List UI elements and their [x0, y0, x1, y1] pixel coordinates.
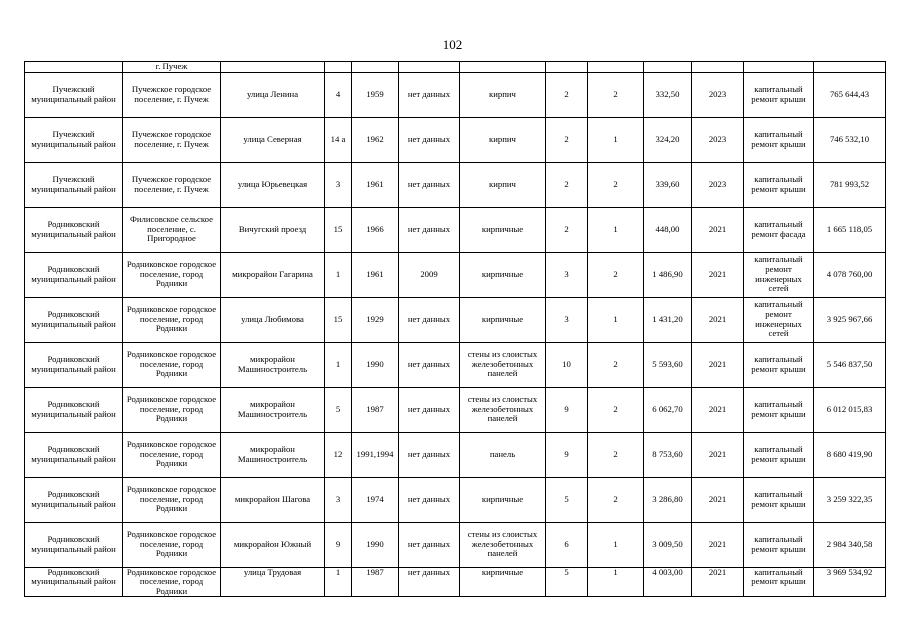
cell-house: 4	[325, 72, 352, 117]
cell-district: Родниковский муниципальный район	[25, 432, 123, 477]
cell-plan-year: 2021	[692, 342, 744, 387]
cell-district: Пучежский муниципальный район	[25, 72, 123, 117]
cell-wall-material: кирпич	[460, 117, 546, 162]
cell-plan-year: 2021	[692, 252, 744, 297]
cell-house: 12	[325, 432, 352, 477]
table-row	[25, 342, 886, 387]
cell-wall-material: кирпичные	[460, 567, 546, 597]
cell-work-type: капитальный ремонт крыши	[744, 432, 814, 477]
cell-entrances: 2	[588, 432, 644, 477]
cell-address	[221, 62, 325, 73]
cell-settlement: Родниковское городское поселение, город Родники	[123, 567, 221, 597]
cell-district	[25, 62, 123, 73]
cell-area: 332,50	[644, 72, 692, 117]
cell-house: 1	[325, 342, 352, 387]
cell-entrances: 1	[588, 117, 644, 162]
cell-floors: 2	[546, 72, 588, 117]
cell-cost: 1 665 118,05	[814, 207, 886, 252]
cell-year-repair: нет данных	[399, 387, 460, 432]
cell-address: микрорайон Машиностроитель	[221, 342, 325, 387]
cell-district: Пучежский муниципальный район	[25, 117, 123, 162]
cell-area: 5 593,60	[644, 342, 692, 387]
cell-year-built: 1961	[352, 162, 399, 207]
registry-table	[24, 61, 886, 597]
cell-house: 15	[325, 297, 352, 342]
table-row	[25, 207, 886, 252]
cell-area: 3 286,80	[644, 477, 692, 522]
cell-plan-year: 2021	[692, 522, 744, 567]
cell-house: 1	[325, 252, 352, 297]
registry-table-container	[24, 61, 885, 596]
cell-year-built: 1990	[352, 522, 399, 567]
cell-entrances: 2	[588, 342, 644, 387]
cell-year-repair: нет данных	[399, 72, 460, 117]
cell-year-repair: нет данных	[399, 477, 460, 522]
table-row	[25, 117, 886, 162]
cell-year-built: 1987	[352, 387, 399, 432]
cell-year-repair: нет данных	[399, 207, 460, 252]
table-row	[25, 252, 886, 297]
cell-cost: 2 984 340,58	[814, 522, 886, 567]
cell-district: Родниковский муниципальный район	[25, 567, 123, 597]
table-row	[25, 297, 886, 342]
cell-settlement: г. Пучеж	[123, 62, 221, 73]
cell-work-type: капитальный ремонт крыши	[744, 72, 814, 117]
cell-area: 1 486,90	[644, 252, 692, 297]
cell-year-repair: 2009	[399, 252, 460, 297]
cell-house: 3	[325, 477, 352, 522]
cell-work-type: капитальный ремонт крыши	[744, 387, 814, 432]
cell-year-built: 1966	[352, 207, 399, 252]
cell-floors: 5	[546, 567, 588, 597]
cell-district: Родниковский муниципальный район	[25, 252, 123, 297]
cell-settlement: Филисовское сельское поселение, с. Пригородное	[123, 207, 221, 252]
cell-entrances: 2	[588, 252, 644, 297]
cell-wall-material: стены из слоистых железобетонных панелей	[460, 522, 546, 567]
table-row	[25, 477, 886, 522]
cell-house: 15	[325, 207, 352, 252]
cell-work-type: капитальный ремонт крыши	[744, 162, 814, 207]
cell-floors: 2	[546, 117, 588, 162]
cell-work-type: капитальный ремонт крыши	[744, 342, 814, 387]
cell-floors: 2	[546, 162, 588, 207]
cell-cost: 3 969 534,92	[814, 567, 886, 597]
cell-area	[644, 62, 692, 73]
cell-floors: 5	[546, 477, 588, 522]
cell-cost: 8 680 419,90	[814, 432, 886, 477]
cell-work-type: капитальный ремонт крыши	[744, 567, 814, 597]
cell-area: 324,20	[644, 117, 692, 162]
cell-address: Вичугский проезд	[221, 207, 325, 252]
cell-year-repair: нет данных	[399, 162, 460, 207]
cell-settlement: Родниковское городское поселение, город Родники	[123, 522, 221, 567]
cell-work-type: капитальный ремонт фасада	[744, 207, 814, 252]
cell-wall-material: кирпич	[460, 162, 546, 207]
cell-address: улица Северная	[221, 117, 325, 162]
cell-entrances: 1	[588, 297, 644, 342]
cell-area: 8 753,60	[644, 432, 692, 477]
cell-wall-material: кирпичные	[460, 297, 546, 342]
cell-house: 3	[325, 162, 352, 207]
cell-address: микрорайон Гагарина	[221, 252, 325, 297]
cell-cost: 781 993,52	[814, 162, 886, 207]
cell-settlement: Родниковское городское поселение, город Родники	[123, 432, 221, 477]
cell-cost: 3 259 322,35	[814, 477, 886, 522]
cell-year-repair: нет данных	[399, 342, 460, 387]
cell-settlement: Пучежское городское поселение, г. Пучеж	[123, 162, 221, 207]
table-body	[25, 62, 886, 597]
cell-house: 9	[325, 522, 352, 567]
cell-work-type: капитальный ремонт крыши	[744, 522, 814, 567]
table-row	[25, 522, 886, 567]
table-row	[25, 72, 886, 117]
cell-cost: 5 546 837,50	[814, 342, 886, 387]
cell-address: улица Трудовая	[221, 567, 325, 597]
cell-area: 6 062,70	[644, 387, 692, 432]
cell-year-built: 1959	[352, 72, 399, 117]
cell-entrances: 2	[588, 387, 644, 432]
cell-settlement: Родниковское городское поселение, город Родники	[123, 252, 221, 297]
cell-plan-year: 2021	[692, 432, 744, 477]
cell-work-type: капитальный ремонт крыши	[744, 477, 814, 522]
cell-address: микрорайон Шагова	[221, 477, 325, 522]
cell-district: Родниковский муниципальный район	[25, 207, 123, 252]
cell-area: 1 431,20	[644, 297, 692, 342]
cell-plan-year: 2023	[692, 117, 744, 162]
cell-address: микрорайон Южный	[221, 522, 325, 567]
cell-area: 4 003,00	[644, 567, 692, 597]
cell-cost	[814, 62, 886, 73]
cell-house: 14 а	[325, 117, 352, 162]
cell-plan-year: 2021	[692, 207, 744, 252]
cell-settlement: Пучежское городское поселение, г. Пучеж	[123, 72, 221, 117]
cell-work-type: капитальный ремонт инженерных сетей	[744, 252, 814, 297]
table-row-partial	[25, 62, 886, 73]
cell-wall-material: кирпичные	[460, 207, 546, 252]
cell-wall-material: кирпичные	[460, 252, 546, 297]
cell-floors: 9	[546, 432, 588, 477]
cell-house	[325, 62, 352, 73]
cell-plan-year: 2021	[692, 387, 744, 432]
cell-year-built: 1987	[352, 567, 399, 597]
cell-wall-material: кирпичные	[460, 477, 546, 522]
page-number: 102	[442, 37, 463, 52]
cell-wall-material: стены из слоистых железобетонных панелей	[460, 387, 546, 432]
cell-year-repair: нет данных	[399, 117, 460, 162]
cell-district: Родниковский муниципальный район	[25, 342, 123, 387]
cell-year-repair: нет данных	[399, 297, 460, 342]
cell-area: 339,60	[644, 162, 692, 207]
cell-district: Родниковский муниципальный район	[25, 477, 123, 522]
cell-address: улица Юрьевецкая	[221, 162, 325, 207]
cell-entrances: 2	[588, 72, 644, 117]
cell-entrances: 1	[588, 522, 644, 567]
cell-entrances: 1	[588, 567, 644, 597]
cell-cost: 4 078 760,00	[814, 252, 886, 297]
cell-address: микрорайон Машиностроитель	[221, 432, 325, 477]
cell-address: микрорайон Машиностроитель	[221, 387, 325, 432]
cell-cost: 746 532,10	[814, 117, 886, 162]
cell-plan-year: 2023	[692, 72, 744, 117]
cell-year-built: 1990	[352, 342, 399, 387]
cell-work-type	[744, 62, 814, 73]
table-row	[25, 567, 886, 597]
cell-house: 1	[325, 567, 352, 597]
cell-settlement: Родниковское городское поселение, город Родники	[123, 387, 221, 432]
cell-year-repair: нет данных	[399, 522, 460, 567]
cell-settlement: Пучежское городское поселение, г. Пучеж	[123, 117, 221, 162]
cell-area: 3 009,50	[644, 522, 692, 567]
cell-plan-year: 2023	[692, 162, 744, 207]
table-row	[25, 387, 886, 432]
cell-plan-year	[692, 62, 744, 73]
cell-entrances: 1	[588, 207, 644, 252]
cell-entrances: 2	[588, 162, 644, 207]
cell-plan-year: 2021	[692, 567, 744, 597]
cell-year-built: 1929	[352, 297, 399, 342]
table-row	[25, 432, 886, 477]
cell-wall-material: стены из слоистых железобетонных панелей	[460, 342, 546, 387]
cell-year-built	[352, 62, 399, 73]
cell-work-type: капитальный ремонт инженерных сетей	[744, 297, 814, 342]
cell-district: Пучежский муниципальный район	[25, 162, 123, 207]
cell-year-built: 1961	[352, 252, 399, 297]
cell-floors: 10	[546, 342, 588, 387]
cell-area: 448,00	[644, 207, 692, 252]
cell-cost: 3 925 967,66	[814, 297, 886, 342]
cell-district: Родниковский муниципальный район	[25, 297, 123, 342]
cell-plan-year: 2021	[692, 477, 744, 522]
cell-floors: 6	[546, 522, 588, 567]
cell-wall-material: кирпич	[460, 72, 546, 117]
cell-entrances	[588, 62, 644, 73]
cell-floors	[546, 62, 588, 73]
cell-year-built: 1962	[352, 117, 399, 162]
cell-year-repair: нет данных	[399, 432, 460, 477]
cell-wall-material: панель	[460, 432, 546, 477]
cell-district: Родниковский муниципальный район	[25, 387, 123, 432]
cell-floors: 3	[546, 297, 588, 342]
cell-cost: 765 644,43	[814, 72, 886, 117]
cell-settlement: Родниковское городское поселение, город Родники	[123, 477, 221, 522]
cell-floors: 2	[546, 207, 588, 252]
cell-entrances: 2	[588, 477, 644, 522]
cell-plan-year: 2021	[692, 297, 744, 342]
cell-district: Родниковский муниципальный район	[25, 522, 123, 567]
cell-settlement: Родниковское городское поселение, город Родники	[123, 342, 221, 387]
cell-year-repair	[399, 62, 460, 73]
cell-wall-material	[460, 62, 546, 73]
cell-house: 5	[325, 387, 352, 432]
table-row	[25, 162, 886, 207]
cell-settlement: Родниковское городское поселение, город Родники	[123, 297, 221, 342]
cell-address: улица Ленина	[221, 72, 325, 117]
cell-address: улица Любимова	[221, 297, 325, 342]
cell-year-built: 1991,1994	[352, 432, 399, 477]
cell-floors: 9	[546, 387, 588, 432]
cell-year-repair: нет данных	[399, 567, 460, 597]
cell-floors: 3	[546, 252, 588, 297]
cell-cost: 6 012 015,83	[814, 387, 886, 432]
cell-year-built: 1974	[352, 477, 399, 522]
cell-work-type: капитальный ремонт крыши	[744, 117, 814, 162]
